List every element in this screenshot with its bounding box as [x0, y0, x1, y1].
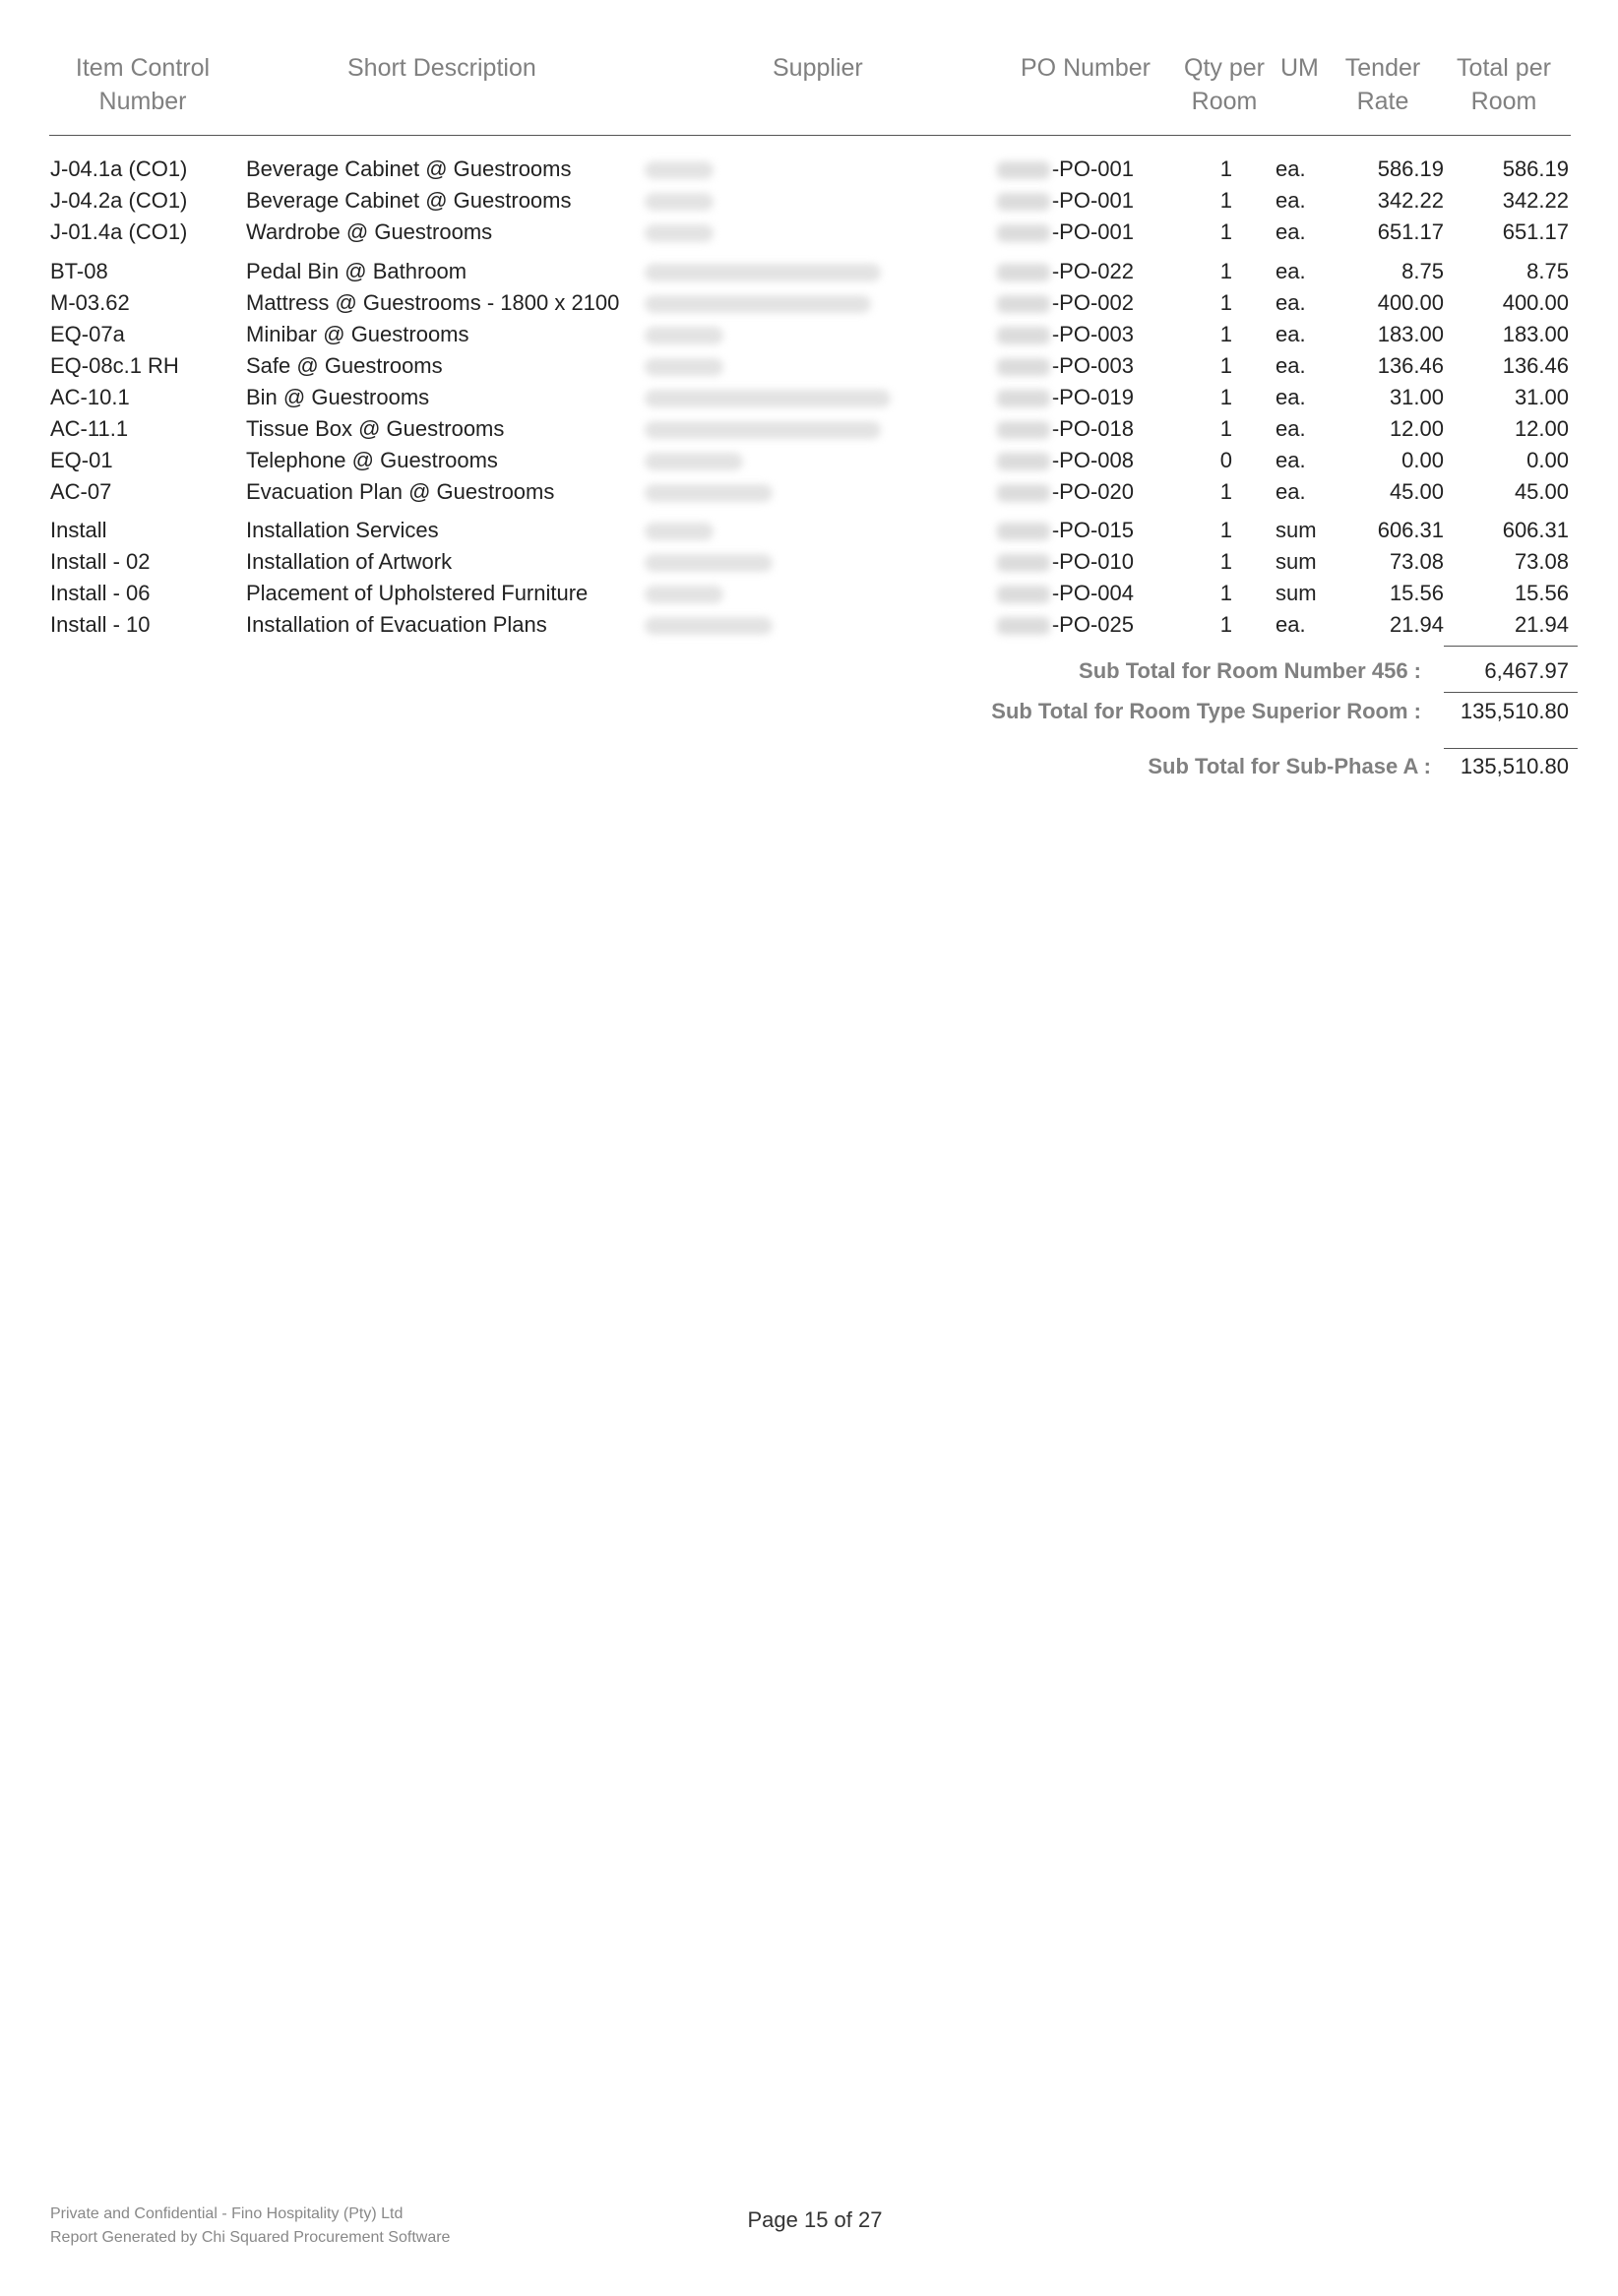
header-tender-rate — [1334, 51, 1432, 118]
header-total-per-room — [1450, 51, 1558, 118]
tender-rate: 586.19 — [1377, 156, 1444, 181]
tender-rate: 0.00 — [1401, 448, 1444, 472]
total-per-room: 0.00 — [1526, 448, 1569, 472]
unit-of-measure: ea. — [1276, 612, 1306, 637]
table-row — [0, 445, 1618, 476]
table-row — [0, 319, 1618, 350]
tender-rate: 45.00 — [1389, 479, 1444, 504]
header-um: UM — [1280, 54, 1319, 82]
redacted-supplier-blur — [645, 327, 723, 344]
tender-rate: 31.00 — [1389, 385, 1444, 409]
short-description: Evacuation Plan @ Guestrooms — [246, 479, 555, 504]
tender-rate: 342.22 — [1377, 188, 1444, 213]
unit-of-measure: ea. — [1276, 290, 1306, 315]
header-tender-rate-line2: Rate — [1356, 88, 1409, 115]
po-number — [994, 413, 1134, 445]
item-control-number: EQ-01 — [50, 448, 113, 472]
redacted-supplier-blur — [645, 161, 714, 179]
qty-per-room: 1 — [1219, 219, 1232, 244]
short-description: Installation Services — [246, 518, 439, 542]
redacted-supplier-blur — [645, 193, 714, 211]
po-number-suffix: -PO-015 — [1051, 518, 1134, 542]
tender-rate: 73.08 — [1389, 549, 1444, 574]
subtotal-room-type-label: Sub Total for Room Type Superior Room : — [991, 699, 1421, 723]
footer-confidential: Private and Confidential - Fino Hospitality (Pty) Ltd — [50, 2205, 404, 2222]
item-control-number: Install - 06 — [50, 581, 151, 605]
po-number-suffix: -PO-001 — [1051, 219, 1134, 244]
po-number-suffix: -PO-025 — [1051, 612, 1134, 637]
item-control-number: Install - 02 — [50, 549, 151, 574]
total-per-room: 651.17 — [1502, 219, 1569, 244]
redacted-po-prefix — [997, 586, 1050, 603]
table-row — [0, 476, 1618, 508]
tender-rate: 400.00 — [1377, 290, 1444, 315]
tender-rate: 606.31 — [1377, 518, 1444, 542]
total-per-room: 183.00 — [1502, 322, 1569, 346]
po-number — [994, 476, 1134, 508]
total-per-room: 12.00 — [1514, 416, 1569, 441]
short-description: Beverage Cabinet @ Guestrooms — [246, 188, 572, 213]
short-description: Beverage Cabinet @ Guestrooms — [246, 156, 572, 181]
redacted-po-prefix — [997, 295, 1050, 313]
subtotal-room-value: 6,467.97 — [1484, 658, 1569, 683]
table-row — [0, 413, 1618, 445]
po-number-suffix: -PO-022 — [1051, 259, 1134, 283]
tender-rate: 651.17 — [1377, 219, 1444, 244]
po-number — [994, 287, 1134, 319]
supplier-redacted — [645, 256, 881, 287]
po-number-suffix: -PO-003 — [1051, 322, 1134, 346]
supplier-redacted — [645, 319, 723, 350]
table-row — [0, 154, 1618, 185]
po-number — [994, 382, 1134, 413]
header-qty-line2: Room — [1191, 88, 1258, 115]
page-number: Page 15 of 27 — [747, 2207, 883, 2232]
supplier-redacted — [645, 578, 723, 609]
po-number-suffix: -PO-019 — [1051, 385, 1134, 409]
footer-generated-by: Report Generated by Chi Squared Procurement Software — [50, 2229, 451, 2246]
supplier-redacted — [645, 154, 714, 185]
unit-of-measure: ea. — [1276, 219, 1306, 244]
redacted-po-prefix — [997, 358, 1050, 376]
total-per-room: 21.94 — [1514, 612, 1569, 637]
qty-per-room: 1 — [1219, 322, 1232, 346]
redacted-supplier-blur — [645, 484, 773, 502]
po-number-suffix: -PO-004 — [1051, 581, 1134, 605]
qty-per-room: 1 — [1219, 479, 1232, 504]
redacted-supplier-blur — [645, 617, 773, 635]
supplier-redacted — [645, 350, 723, 382]
redacted-po-prefix — [997, 523, 1050, 540]
redacted-po-prefix — [997, 617, 1050, 635]
header-total-line1: Total per — [1457, 54, 1551, 82]
po-number — [994, 154, 1134, 185]
short-description: Installation of Evacuation Plans — [246, 612, 547, 637]
subtotal-sub-phase-value: 135,510.80 — [1460, 754, 1569, 778]
redacted-po-prefix — [997, 390, 1050, 407]
item-control-number: AC-07 — [50, 479, 112, 504]
qty-per-room: 1 — [1219, 581, 1232, 605]
table-row — [0, 546, 1618, 578]
redacted-supplier-blur — [645, 358, 723, 376]
unit-of-measure: sum — [1276, 549, 1317, 574]
header-qty-line1: Qty per — [1184, 54, 1265, 82]
total-per-room: 586.19 — [1502, 156, 1569, 181]
header-supplier: Supplier — [773, 54, 863, 82]
total-per-room: 8.75 — [1526, 259, 1569, 283]
redacted-po-prefix — [997, 327, 1050, 344]
qty-per-room: 1 — [1219, 290, 1232, 315]
redacted-po-prefix — [997, 554, 1050, 572]
qty-per-room: 1 — [1219, 518, 1232, 542]
qty-per-room: 1 — [1219, 416, 1232, 441]
item-control-number: BT-08 — [50, 259, 108, 283]
redacted-po-prefix — [997, 161, 1050, 179]
redacted-po-prefix — [997, 421, 1050, 439]
subtotal-room-type-value: 135,510.80 — [1460, 699, 1569, 723]
item-control-number: J-01.4a (CO1) — [50, 219, 188, 244]
total-per-room: 342.22 — [1502, 188, 1569, 213]
redacted-supplier-blur — [645, 586, 723, 603]
redacted-supplier-blur — [645, 453, 743, 470]
unit-of-measure: ea. — [1276, 479, 1306, 504]
table-row — [0, 609, 1618, 641]
short-description: Tissue Box @ Guestrooms — [246, 416, 505, 441]
redacted-supplier-blur — [645, 224, 714, 242]
short-description: Pedal Bin @ Bathroom — [246, 259, 467, 283]
item-control-number: Install — [50, 518, 107, 542]
qty-per-room: 1 — [1219, 353, 1232, 378]
unit-of-measure: ea. — [1276, 416, 1306, 441]
redacted-supplier-blur — [645, 523, 714, 540]
table-row — [0, 185, 1618, 217]
redacted-supplier-blur — [645, 264, 881, 281]
item-control-number: J-04.1a (CO1) — [50, 156, 188, 181]
supplier-redacted — [645, 515, 714, 546]
po-number — [994, 217, 1134, 248]
po-number-suffix: -PO-008 — [1051, 448, 1134, 472]
header-item-control-number-line1: Item Control — [75, 54, 211, 82]
unit-of-measure: sum — [1276, 581, 1317, 605]
subtotal-room-type-rule — [1444, 692, 1578, 693]
po-number — [994, 609, 1134, 641]
header-divider — [49, 135, 1571, 136]
redacted-supplier-blur — [645, 390, 891, 407]
po-number-suffix: -PO-001 — [1051, 188, 1134, 213]
po-number — [994, 578, 1134, 609]
po-number-suffix: -PO-018 — [1051, 416, 1134, 441]
supplier-redacted — [645, 185, 714, 217]
redacted-po-prefix — [997, 193, 1050, 211]
tender-rate: 15.56 — [1389, 581, 1444, 605]
item-control-number: AC-11.1 — [50, 416, 129, 441]
unit-of-measure: ea. — [1276, 385, 1306, 409]
unit-of-measure: ea. — [1276, 353, 1306, 378]
header-po-number: PO Number — [1021, 54, 1151, 82]
redacted-po-prefix — [997, 224, 1050, 242]
qty-per-room: 1 — [1219, 188, 1232, 213]
subtotal-room-rule — [1444, 646, 1578, 647]
short-description: Installation of Artwork — [246, 549, 453, 574]
item-control-number: EQ-08c.1 RH — [50, 353, 179, 378]
header-tender-rate-line1: Tender — [1344, 54, 1421, 82]
qty-per-room: 0 — [1219, 448, 1232, 472]
supplier-redacted — [645, 476, 773, 508]
short-description: Safe @ Guestrooms — [246, 353, 443, 378]
table-row — [0, 515, 1618, 546]
total-per-room: 606.31 — [1502, 518, 1569, 542]
header-short-description: Short Description — [347, 54, 536, 82]
po-number — [994, 350, 1134, 382]
total-per-room: 15.56 — [1514, 581, 1569, 605]
item-control-number: M-03.62 — [50, 290, 130, 315]
qty-per-room: 1 — [1219, 612, 1232, 637]
po-number — [994, 445, 1134, 476]
redacted-supplier-blur — [645, 295, 871, 313]
table-row — [0, 217, 1618, 248]
po-number-suffix: -PO-002 — [1051, 290, 1134, 315]
supplier-redacted — [645, 287, 871, 319]
table-row — [0, 382, 1618, 413]
total-per-room: 73.08 — [1514, 549, 1569, 574]
total-per-room: 136.46 — [1502, 353, 1569, 378]
item-control-number: AC-10.1 — [50, 385, 130, 409]
total-per-room: 45.00 — [1514, 479, 1569, 504]
po-number-suffix: -PO-020 — [1051, 479, 1134, 504]
po-number — [994, 319, 1134, 350]
po-number-suffix: -PO-001 — [1051, 156, 1134, 181]
item-control-number: J-04.2a (CO1) — [50, 188, 188, 213]
po-number — [994, 546, 1134, 578]
unit-of-measure: ea. — [1276, 448, 1306, 472]
redacted-supplier-blur — [645, 421, 881, 439]
tender-rate: 8.75 — [1401, 259, 1444, 283]
po-number-suffix: -PO-010 — [1051, 549, 1134, 574]
short-description: Bin @ Guestrooms — [246, 385, 430, 409]
supplier-redacted — [645, 217, 714, 248]
unit-of-measure: ea. — [1276, 156, 1306, 181]
redacted-po-prefix — [997, 453, 1050, 470]
tender-rate: 12.00 — [1389, 416, 1444, 441]
po-number — [994, 515, 1134, 546]
table-row — [0, 578, 1618, 609]
short-description: Placement of Upholstered Furniture — [246, 581, 589, 605]
table-row — [0, 287, 1618, 319]
table-row — [0, 256, 1618, 287]
supplier-redacted — [645, 609, 773, 641]
qty-per-room: 1 — [1219, 259, 1232, 283]
total-per-room: 400.00 — [1502, 290, 1569, 315]
supplier-redacted — [645, 445, 743, 476]
redacted-po-prefix — [997, 264, 1050, 281]
short-description: Minibar @ Guestrooms — [246, 322, 469, 346]
supplier-redacted — [645, 382, 891, 413]
tender-rate: 21.94 — [1389, 612, 1444, 637]
qty-per-room: 1 — [1219, 385, 1232, 409]
item-control-number: EQ-07a — [50, 322, 125, 346]
unit-of-measure: ea. — [1276, 259, 1306, 283]
short-description: Wardrobe @ Guestrooms — [246, 219, 493, 244]
unit-of-measure: ea. — [1276, 322, 1306, 346]
header-qty-per-room — [1175, 51, 1274, 118]
header-item-control-number-line2: Number — [98, 88, 187, 115]
redacted-supplier-blur — [645, 554, 773, 572]
subtotal-room-label: Sub Total for Room Number 456 : — [1079, 658, 1421, 683]
redacted-po-prefix — [997, 484, 1050, 502]
item-control-number: Install - 10 — [50, 612, 151, 637]
supplier-redacted — [645, 413, 881, 445]
table-row — [0, 350, 1618, 382]
total-per-room: 31.00 — [1514, 385, 1569, 409]
tender-rate: 136.46 — [1377, 353, 1444, 378]
unit-of-measure: ea. — [1276, 188, 1306, 213]
qty-per-room: 1 — [1219, 156, 1232, 181]
po-number — [994, 185, 1134, 217]
qty-per-room: 1 — [1219, 549, 1232, 574]
short-description: Telephone @ Guestrooms — [246, 448, 498, 472]
subtotal-sub-phase-label: Sub Total for Sub-Phase A : — [1148, 754, 1431, 778]
header-item-control-number — [59, 51, 226, 118]
supplier-redacted — [645, 546, 773, 578]
po-number-suffix: -PO-003 — [1051, 353, 1134, 378]
po-number — [994, 256, 1134, 287]
short-description: Mattress @ Guestrooms - 1800 x 2100 — [246, 290, 620, 315]
tender-rate: 183.00 — [1377, 322, 1444, 346]
unit-of-measure: sum — [1276, 518, 1317, 542]
subtotal-sub-phase-rule — [1444, 748, 1578, 749]
header-total-line2: Room — [1470, 88, 1537, 115]
